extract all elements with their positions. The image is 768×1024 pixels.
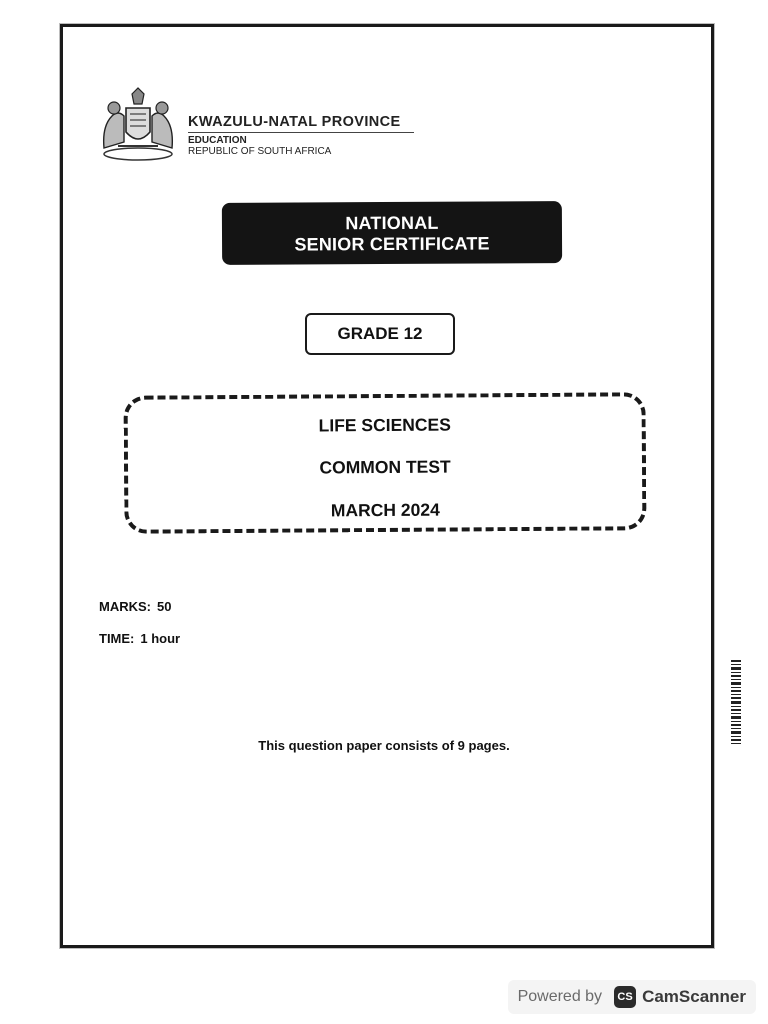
banner-line-1: NATIONAL — [345, 212, 439, 234]
time-label: TIME: — [99, 631, 135, 646]
time-row — [99, 631, 180, 646]
header-divider — [188, 132, 414, 133]
department-name: EDUCATION — [188, 135, 247, 146]
barcode-icon — [731, 660, 741, 744]
camscanner-watermark — [508, 980, 756, 1014]
subject-title: LIFE SCIENCES — [318, 414, 451, 436]
subject-box — [124, 392, 647, 534]
test-type: COMMON TEST — [319, 456, 451, 478]
time-value: 1 hour — [140, 631, 181, 646]
camscanner-logo-icon: CS — [614, 986, 636, 1008]
certificate-banner — [222, 201, 562, 265]
powered-by-text: Powered by — [517, 988, 603, 1005]
page-count-note: This question paper consists of 9 pages. — [258, 738, 510, 753]
coat-of-arms-icon — [96, 86, 180, 164]
grade-label: GRADE 12 — [305, 313, 455, 355]
marks-row — [99, 599, 171, 614]
marks-label: MARKS: — [99, 599, 151, 614]
camscanner-brand: CamScanner — [642, 987, 746, 1006]
province-title: KWAZULU-NATAL PROVINCE — [188, 114, 401, 130]
banner-line-2: SENIOR CERTIFICATE — [294, 233, 490, 255]
country-name: REPUBLIC OF SOUTH AFRICA — [188, 146, 332, 157]
test-date: MARCH 2024 — [330, 499, 440, 521]
marks-value: 50 — [157, 599, 172, 614]
